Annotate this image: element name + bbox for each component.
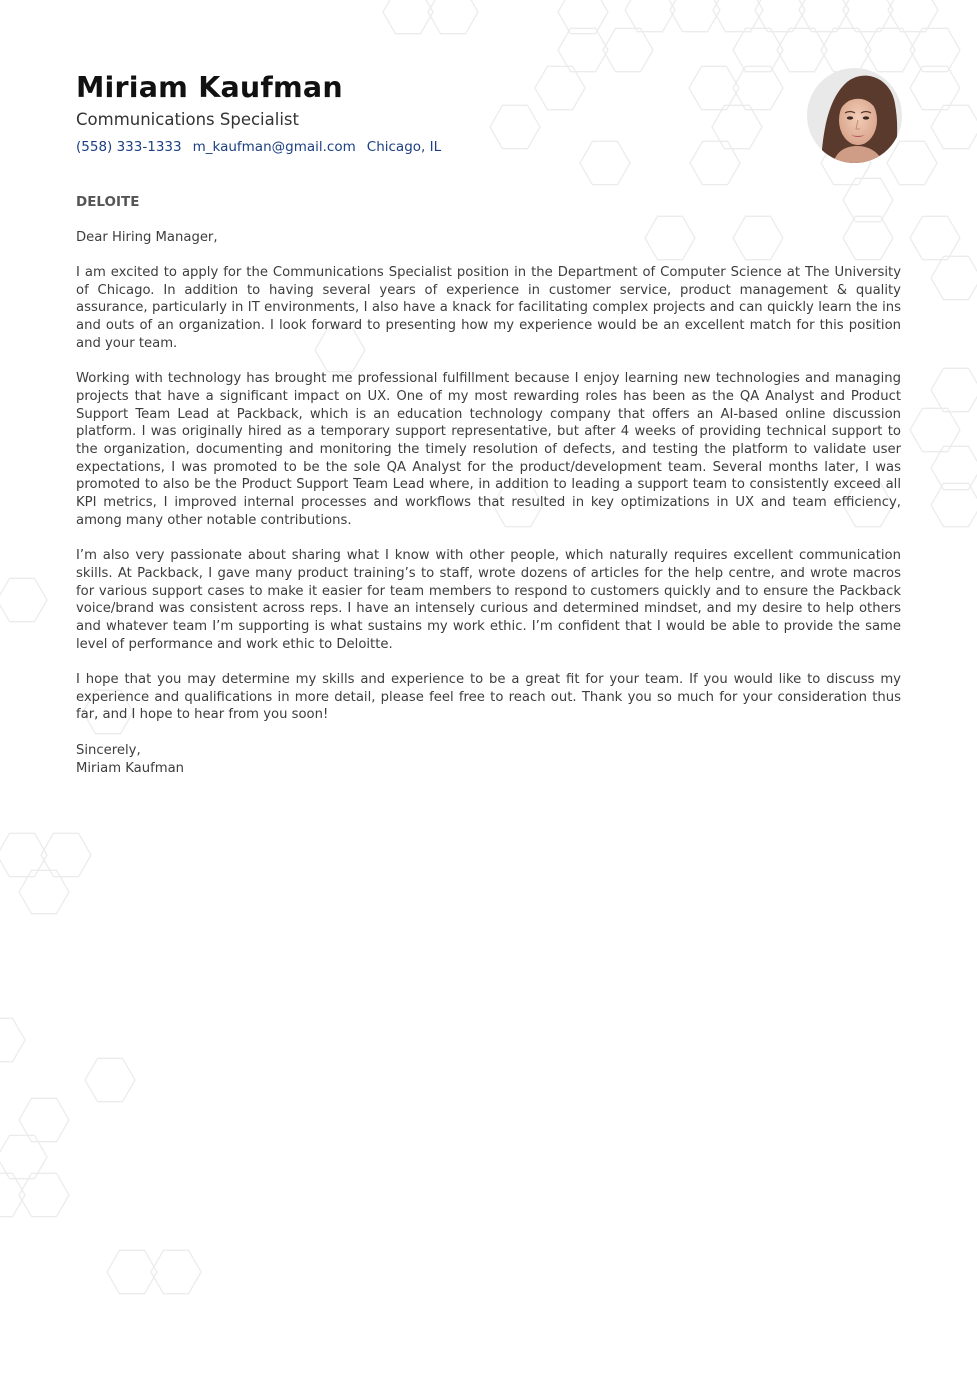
- paragraph: I’m also very passionate about sharing what I know with other people, which naturally requires excellent communication skills. At Packback, I gave many product training’s to staff, wrote dozens of articles for the help centre, and wrote macros for various support cases to make it easier for team members to respond to customers quickly and to ensure the Packback voice/brand was consistent across reps. I have an intensely curious and determined mindset, and my desire to help others and whatever team I’m supporting is what sustains my work ethic. I’m confident that I would be able to provide the same level of performance and work ethic to Deloitte.: [76, 548, 901, 652]
- paragraph: I hope that you may determine my skills and experience to be a great fit for your team. If you would like to discuss my experience and qualifications in more detail, please feel free to reach out. Thank you so much for your consideration thus far, and I hope to hear from you soon!: [76, 672, 901, 723]
- paragraph: I am excited to apply for the Communications Specialist position in the Department of Computer Science at The University of Chicago. In addition to having several years of experience in customer service, product management & quality assurance, particularly in IT environments, I also have a knack for facilitating complex projects and can quickly learn the ins and outs of an organization. I look forward to presenting how my experience would be an excellent match for this position and your team.: [76, 264, 901, 351]
- letter-body: [76, 194, 901, 777]
- contact-info: [76, 137, 452, 157]
- email-address[interactable]: m_kaufman@gmail.com: [192, 139, 356, 155]
- closing: Sincerely,: [76, 742, 141, 758]
- salutation: Dear Hiring Manager,: [76, 229, 218, 245]
- applicant-title: Communications Specialist: [76, 110, 299, 129]
- applicant-name: Miriam Kaufman: [76, 71, 343, 104]
- phone-number[interactable]: (558) 333-1333: [76, 139, 182, 155]
- location: Chicago, IL: [366, 139, 442, 155]
- company-name: DELOITE: [76, 194, 140, 210]
- profile-photo: [807, 68, 902, 163]
- paragraph: Working with technology has brought me professional fulfillment because I enjoy learning new technologies and managing projects that have a significant impact on UX. One of my most rewarding roles has been as the QA Analyst and Product Support Team Lead at Packback, which is an education technology company that offers an AI-based online discussion platform. I was originally hired as a temporary support representative, but after 4 weeks of providing technical support to the organization, documenting and monitoring the timely resolution of defects, and testing the platform to validate user expectations, I was promoted to be the sole QA Analyst for the product/development team. Several months later, I was promoted to also be the Product Support Team Lead where, in addition to leading a support team to consistently exceed all KPI metrics, I improved internal processes and workflows that resulted in key optimizations in UX and team efficiency, among many other notable contributions.: [76, 371, 901, 528]
- signature: Miriam Kaufman: [76, 760, 185, 776]
